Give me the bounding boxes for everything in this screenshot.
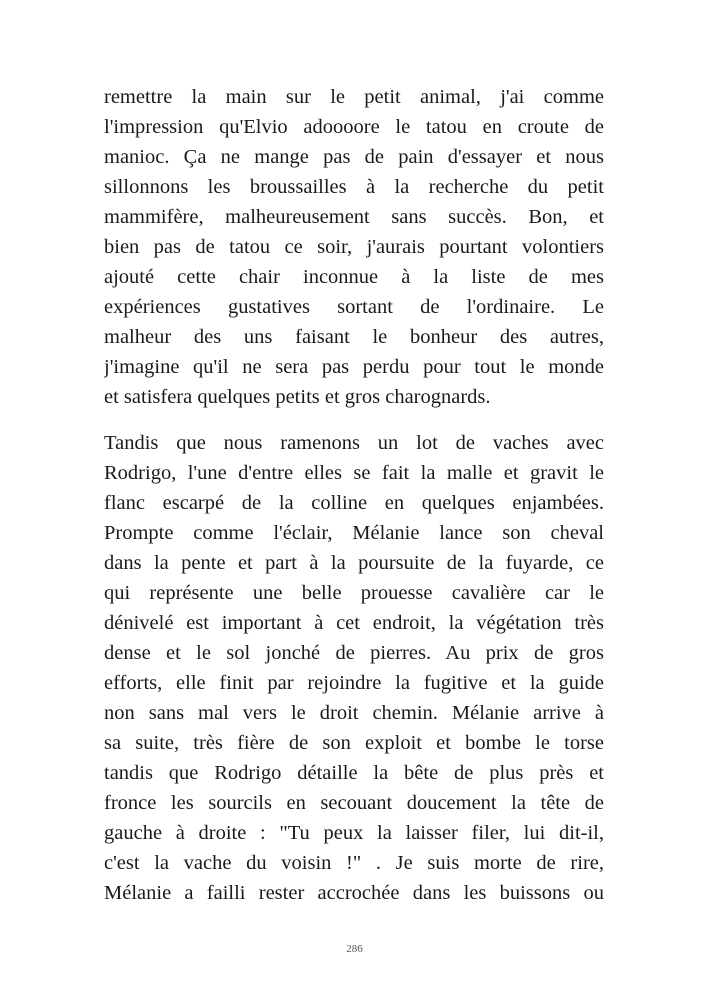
text-line: Prompte comme l'éclair, Mélanie lance son cheval	[104, 522, 604, 544]
text-line: Rodrigo, l'une d'entre elles se fait la malle et gravit le	[104, 462, 604, 484]
text-line: tandis que Rodrigo détaille la bête de plus près et	[104, 762, 604, 784]
text-line: sa suite, très fière de son exploit et bombe le torse	[104, 732, 604, 754]
page-number: 286	[346, 943, 363, 955]
text-line: sillonnons les broussailles à la recherche du petit	[104, 176, 604, 198]
text-line: expériences gustatives sortant de l'ordinaire. Le	[104, 296, 604, 318]
text-line: Tandis que nous ramenons un lot de vaches avec	[104, 432, 604, 454]
text-line: et satisfera quelques petits et gros charognards.	[104, 386, 491, 408]
text-line: flanc escarpé de la colline en quelques enjambées.	[104, 492, 604, 514]
text-line: Mélanie a failli rester accrochée dans les buissons ou	[104, 882, 604, 904]
paragraph-1	[104, 82, 604, 412]
text-line: c'est la vache du voisin !" . Je suis morte de rire,	[104, 852, 604, 874]
text-line: l'impression qu'Elvio adoooore le tatou en croute de	[104, 116, 604, 138]
text-line: qui représente une belle prouesse cavalière car le	[104, 582, 604, 604]
text-line: mammifère, malheureusement sans succès. Bon, et	[104, 206, 604, 228]
text-line: remettre la main sur le petit animal, j'ai comme	[104, 86, 604, 108]
text-line: non sans mal vers le droit chemin. Mélanie arrive à	[104, 702, 604, 724]
text-line: j'imagine qu'il ne sera pas perdu pour tout le monde	[104, 356, 604, 378]
text-line: manioc. Ça ne mange pas de pain d'essayer et nous	[104, 146, 604, 168]
paragraph-2	[104, 428, 604, 908]
text-line: dans la pente et part à la poursuite de la fuyarde, ce	[104, 552, 604, 574]
text-line: malheur des uns faisant le bonheur des autres,	[104, 326, 604, 348]
text-line: gauche à droite : "Tu peux la laisser filer, lui dit-il,	[104, 822, 604, 844]
text-line: dénivelé est important à cet endroit, la végétation très	[104, 612, 604, 634]
text-line: dense et le sol jonché de pierres. Au prix de gros	[104, 642, 604, 664]
text-line: efforts, elle finit par rejoindre la fugitive et la guide	[104, 672, 604, 694]
text-line: ajouté cette chair inconnue à la liste de mes	[104, 266, 604, 288]
text-line: fronce les sourcils en secouant doucement la tête de	[104, 792, 604, 814]
text-line: bien pas de tatou ce soir, j'aurais pourtant volontiers	[104, 236, 604, 258]
